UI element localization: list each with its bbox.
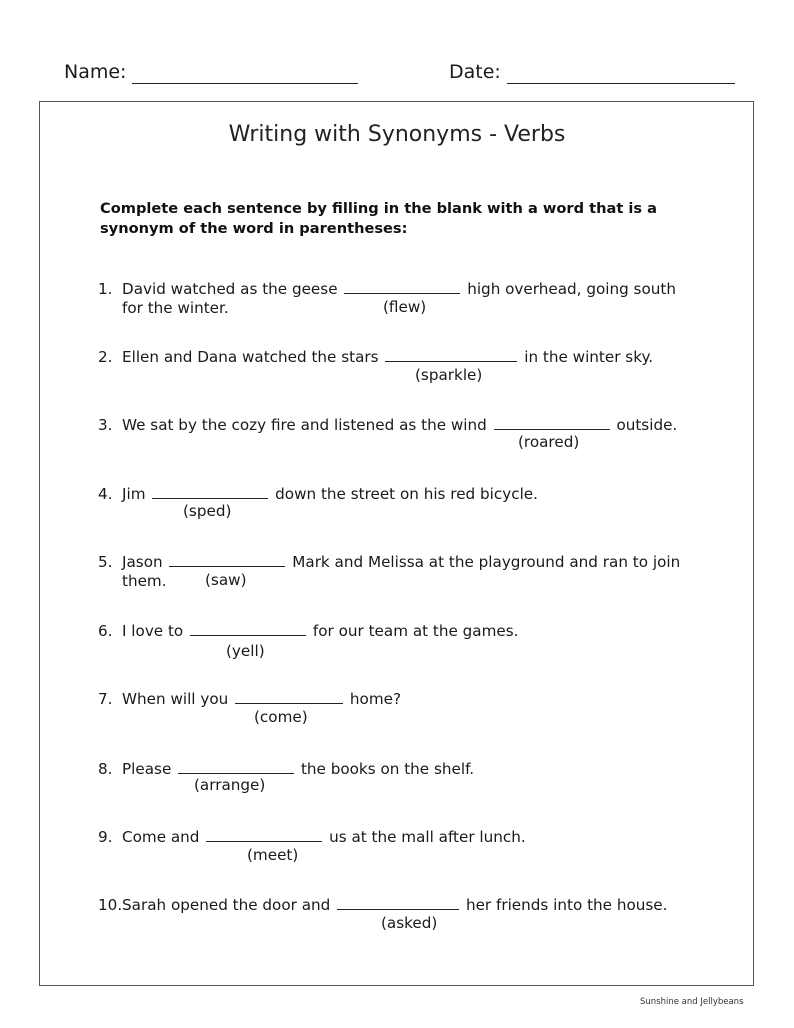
question-number: 2. bbox=[98, 348, 113, 366]
footer-credit: Sunshine and Jellybeans bbox=[640, 997, 744, 1007]
question-number: 1. bbox=[98, 280, 113, 298]
sentence-end: for our team at the games. bbox=[312, 622, 519, 640]
synonym-hint: (sparkle) bbox=[415, 366, 483, 384]
question-9 bbox=[98, 828, 526, 847]
question-number: 8. bbox=[98, 760, 113, 778]
question-3 bbox=[98, 416, 677, 435]
question-10 bbox=[98, 896, 667, 915]
date-label: Date: bbox=[449, 61, 501, 83]
sentence-end: home? bbox=[349, 690, 402, 708]
date-line[interactable] bbox=[507, 83, 735, 84]
answer-blank[interactable] bbox=[344, 280, 460, 294]
question-4 bbox=[98, 485, 538, 504]
question-number: 4. bbox=[98, 485, 113, 503]
question-number: 10. bbox=[98, 896, 123, 914]
question-7 bbox=[98, 690, 401, 709]
sentence-start: Sarah opened the door and bbox=[122, 896, 331, 914]
sentence-end: down the street on his red bicycle. bbox=[275, 485, 538, 503]
answer-blank[interactable] bbox=[169, 553, 285, 567]
question-number: 7. bbox=[98, 690, 113, 708]
synonym-hint: (meet) bbox=[247, 846, 299, 864]
sentence-end: the books on the shelf. bbox=[300, 760, 475, 778]
answer-blank[interactable] bbox=[190, 622, 306, 636]
sentence-start: Please bbox=[122, 760, 172, 778]
question-5 bbox=[98, 553, 680, 591]
synonym-hint: (come) bbox=[254, 708, 308, 726]
name-line[interactable] bbox=[132, 83, 358, 84]
name-field[interactable] bbox=[64, 60, 358, 84]
question-number: 5. bbox=[98, 553, 113, 571]
sentence-start: I love to bbox=[122, 622, 184, 640]
answer-blank[interactable] bbox=[206, 828, 322, 842]
question-number: 3. bbox=[98, 416, 113, 434]
sentence-continuation: them. bbox=[122, 572, 167, 590]
synonym-hint: (arrange) bbox=[194, 776, 266, 794]
sentence-start: Come and bbox=[122, 828, 200, 846]
answer-blank[interactable] bbox=[178, 760, 294, 774]
date-field[interactable] bbox=[449, 60, 735, 84]
sentence-end: her friends into the house. bbox=[465, 896, 668, 914]
sentence-end: in the winter sky. bbox=[524, 348, 654, 366]
synonym-hint: (saw) bbox=[205, 571, 247, 589]
sentence-start: We sat by the cozy fire and listened as the wind bbox=[122, 416, 487, 434]
answer-blank[interactable] bbox=[235, 690, 343, 704]
instructions: Complete each sentence by filling in the blank with a word that is a synonym of the word in parentheses: bbox=[100, 200, 658, 237]
sentence-start: Jim bbox=[122, 485, 146, 503]
synonym-hint: (roared) bbox=[518, 433, 580, 451]
sentence-continuation: for the winter. bbox=[122, 299, 229, 317]
question-8 bbox=[98, 760, 474, 779]
sentence-start: Ellen and Dana watched the stars bbox=[122, 348, 379, 366]
question-number: 9. bbox=[98, 828, 113, 846]
sentence-end: us at the mall after lunch. bbox=[329, 828, 526, 846]
worksheet-title: Writing with Synonyms - Verbs bbox=[228, 122, 566, 147]
sentence-end: Mark and Melissa at the playground and ran to join bbox=[292, 553, 681, 571]
answer-blank[interactable] bbox=[152, 485, 268, 499]
synonym-hint: (flew) bbox=[383, 298, 427, 316]
name-label: Name: bbox=[64, 61, 127, 83]
question-2 bbox=[98, 348, 653, 367]
sentence-start: David watched as the geese bbox=[122, 280, 338, 298]
synonym-hint: (asked) bbox=[381, 914, 438, 932]
synonym-hint: (yell) bbox=[226, 642, 265, 660]
sentence-end: high overhead, going south bbox=[467, 280, 676, 298]
sentence-start: When will you bbox=[122, 690, 229, 708]
question-6 bbox=[98, 622, 519, 641]
sentence-start: Jason bbox=[122, 553, 163, 571]
answer-blank[interactable] bbox=[337, 896, 459, 910]
sentence-end: outside. bbox=[616, 416, 678, 434]
synonym-hint: (sped) bbox=[183, 502, 232, 520]
answer-blank[interactable] bbox=[385, 348, 517, 362]
question-number: 6. bbox=[98, 622, 113, 640]
answer-blank[interactable] bbox=[494, 416, 610, 430]
